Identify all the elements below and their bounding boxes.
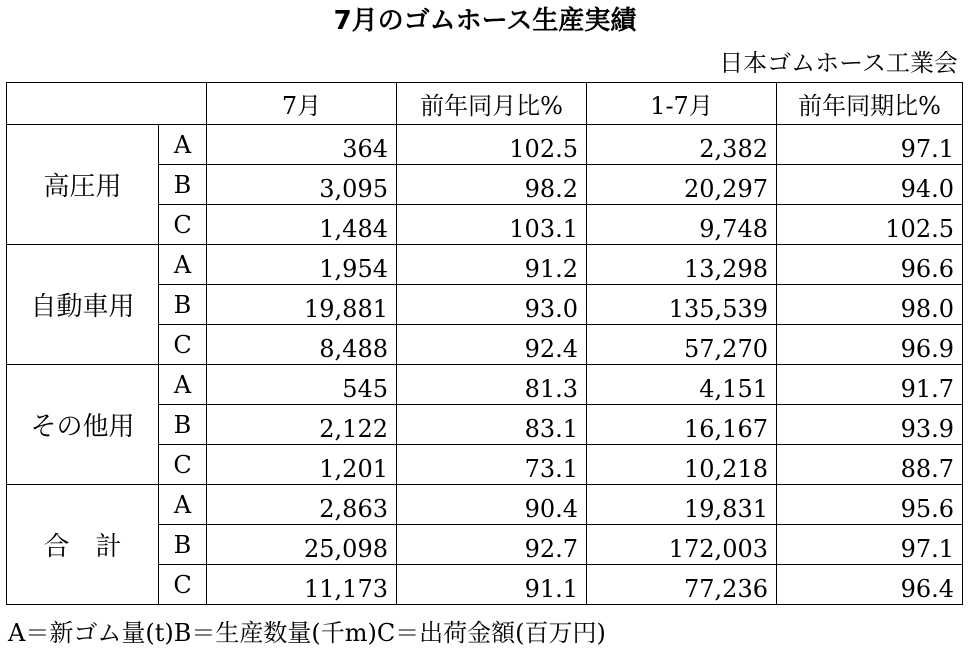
table-cell: 90.4 xyxy=(397,485,587,525)
table-cell: 1,201 xyxy=(207,445,397,485)
table-cell: 19,881 xyxy=(207,285,397,325)
footnote: A＝新ゴム量(t)B＝生産数量(千m)C＝出荷金額(百万円) xyxy=(8,619,606,647)
table-cell: 77,236 xyxy=(587,565,777,605)
table-cell: 102.5 xyxy=(777,205,963,245)
row-type-label: C xyxy=(159,325,207,365)
table-cell: 83.1 xyxy=(397,405,587,445)
table-cell: 96.9 xyxy=(777,325,963,365)
production-table xyxy=(6,82,963,605)
row-type-label: B xyxy=(159,525,207,565)
table-row xyxy=(7,245,963,285)
table-cell: 2,122 xyxy=(207,405,397,445)
table-cell: 10,218 xyxy=(587,445,777,485)
row-group-label: 合 計 xyxy=(7,485,159,605)
table-body xyxy=(7,125,963,605)
header-corner xyxy=(7,83,207,125)
table-cell: 19,831 xyxy=(587,485,777,525)
source-label: 日本ゴムホース工業会 xyxy=(719,49,958,77)
row-type-label: A xyxy=(159,485,207,525)
table-cell: 73.1 xyxy=(397,445,587,485)
table-cell: 92.7 xyxy=(397,525,587,565)
table-cell: 2,382 xyxy=(587,125,777,165)
table-cell: 88.7 xyxy=(777,445,963,485)
table-cell: 545 xyxy=(207,365,397,405)
table-cell: 135,539 xyxy=(587,285,777,325)
row-type-label: A xyxy=(159,245,207,285)
row-group-label: 自動車用 xyxy=(7,245,159,365)
table-cell: 9,748 xyxy=(587,205,777,245)
table-cell: 25,098 xyxy=(207,525,397,565)
header-row xyxy=(7,83,963,125)
table-cell: 4,151 xyxy=(587,365,777,405)
table-cell: 93.0 xyxy=(397,285,587,325)
table-cell: 2,863 xyxy=(207,485,397,525)
table-cell: 96.6 xyxy=(777,245,963,285)
table-cell: 102.5 xyxy=(397,125,587,165)
table-cell: 3,095 xyxy=(207,165,397,205)
table-cell: 93.9 xyxy=(777,405,963,445)
table-cell: 98.0 xyxy=(777,285,963,325)
table-cell: 98.2 xyxy=(397,165,587,205)
table-cell: 96.4 xyxy=(777,565,963,605)
row-type-label: C xyxy=(159,445,207,485)
column-header: 7月 xyxy=(207,83,397,125)
table-cell: 364 xyxy=(207,125,397,165)
table-cell: 1,484 xyxy=(207,205,397,245)
row-type-label: B xyxy=(159,165,207,205)
table-cell: 57,270 xyxy=(587,325,777,365)
table-cell: 11,173 xyxy=(207,565,397,605)
column-header: 前年同期比% xyxy=(777,83,963,125)
table-cell: 13,298 xyxy=(587,245,777,285)
row-type-label: B xyxy=(159,285,207,325)
table-cell: 97.1 xyxy=(777,525,963,565)
table-row xyxy=(7,125,963,165)
table-cell: 95.6 xyxy=(777,485,963,525)
row-type-label: C xyxy=(159,205,207,245)
column-header: 1-7月 xyxy=(587,83,777,125)
table-cell: 8,488 xyxy=(207,325,397,365)
table-cell: 1,954 xyxy=(207,245,397,285)
table-cell: 92.4 xyxy=(397,325,587,365)
table-cell: 16,167 xyxy=(587,405,777,445)
table-cell: 20,297 xyxy=(587,165,777,205)
table-cell: 91.1 xyxy=(397,565,587,605)
table-cell: 91.7 xyxy=(777,365,963,405)
table-row xyxy=(7,365,963,405)
table-cell: 91.2 xyxy=(397,245,587,285)
row-type-label: C xyxy=(159,565,207,605)
row-type-label: A xyxy=(159,125,207,165)
column-header: 前年同月比% xyxy=(397,83,587,125)
table-cell: 94.0 xyxy=(777,165,963,205)
table-cell: 81.3 xyxy=(397,365,587,405)
row-group-label: その他用 xyxy=(7,365,159,485)
table-cell: 97.1 xyxy=(777,125,963,165)
row-type-label: B xyxy=(159,405,207,445)
table-cell: 103.1 xyxy=(397,205,587,245)
page-title: 7月のゴムホース生産実績 xyxy=(333,6,637,36)
row-type-label: A xyxy=(159,365,207,405)
row-group-label: 高圧用 xyxy=(7,125,159,245)
table-row xyxy=(7,485,963,525)
table-cell: 172,003 xyxy=(587,525,777,565)
